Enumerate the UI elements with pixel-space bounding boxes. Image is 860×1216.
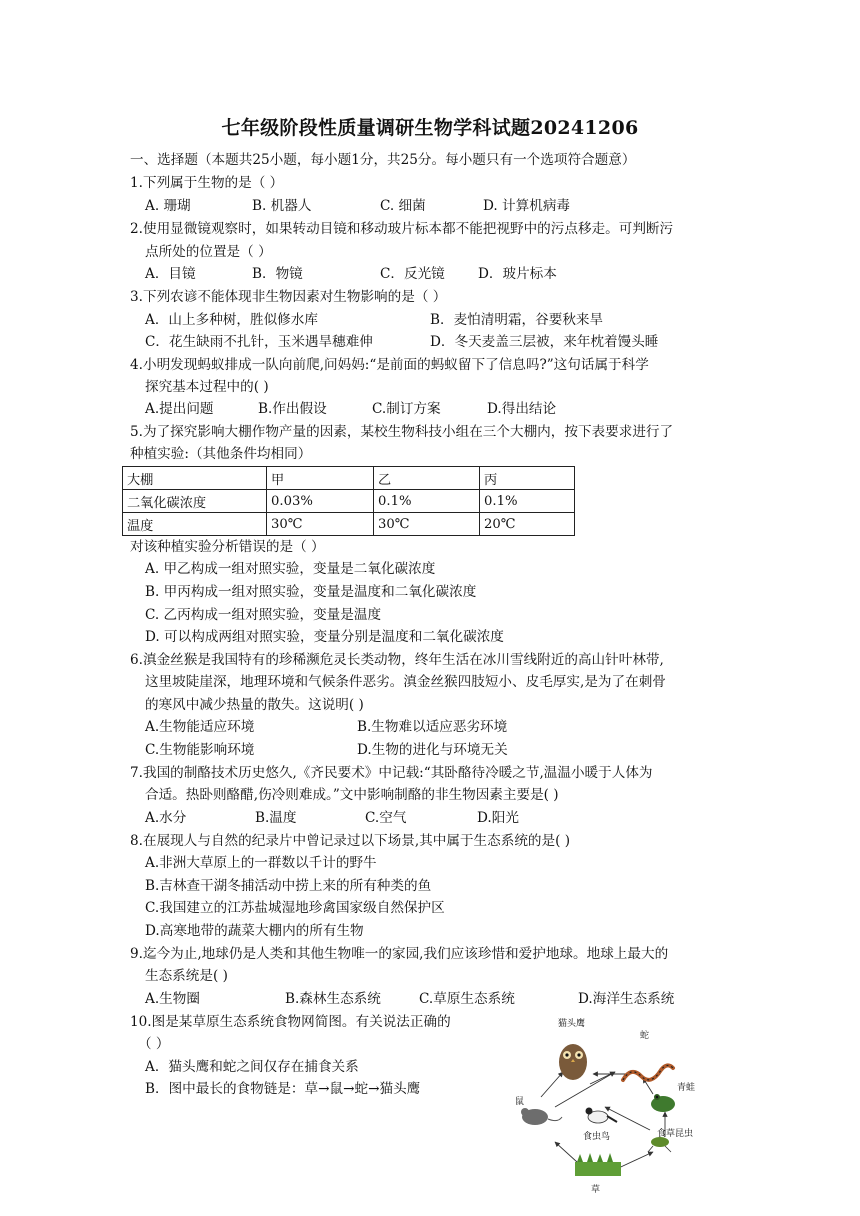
question-5-stem-line1: 5.为了探究影响大棚作物产量的因素，某校生物科技小组在三个大棚内，按下表要求进行了 xyxy=(130,424,674,440)
insect-label: 食草昆虫 xyxy=(657,1129,694,1139)
snake-icon xyxy=(623,1065,673,1080)
mouse-label: 鼠 xyxy=(515,1097,525,1107)
question-4-stem-line2: 探究基本过程中的( ) xyxy=(145,379,269,395)
question-8-stem: 8.在展现人与自然的纪录片中曾记录过以下场景,其中属于生态系统的是( ) xyxy=(130,833,571,849)
insect-icon xyxy=(648,1137,671,1152)
question-6-option-c: C.生物能影响环境 xyxy=(145,742,255,758)
question-7-option-c: C.空气 xyxy=(365,810,407,826)
arrow-grass-to-mouse xyxy=(555,1142,577,1162)
question-2-stem-line2: 点所处的位置是（ ） xyxy=(145,244,272,260)
snake-label: 蛇 xyxy=(640,1031,650,1041)
table-row xyxy=(123,513,575,536)
question-2-option-d: D．玻片标本 xyxy=(478,266,557,282)
question-3-option-d: D．冬天麦盖三层被，来年枕着馒头睡 xyxy=(430,334,659,350)
experiment-table xyxy=(122,466,575,536)
table-cell: 30℃ xyxy=(267,513,374,536)
table-header-cell: 乙 xyxy=(374,467,480,490)
table-cell: 20℃ xyxy=(480,513,575,536)
question-1-stem: 1.下列属于生物的是（ ） xyxy=(130,175,284,191)
question-8-option-d: D.高寒地带的蔬菜大棚内的所有生物 xyxy=(145,923,364,939)
question-1-option-a: A. 珊瑚 xyxy=(145,198,191,214)
question-3-option-b: B．麦怕清明霜，谷要秋来旱 xyxy=(430,312,604,328)
table-cell: 温度 xyxy=(123,513,267,536)
question-9-stem-line1: 9.迄今为止,地球仍是人类和其他生物唯一的家园,我们应该珍惜和爱护地球。地球上最大的 xyxy=(130,946,669,962)
question-3-option-c: C．花生缺雨不扎针，玉米遇旱穗难伸 xyxy=(145,334,373,350)
question-10-option-a: A．猫头鹰和蛇之间仅存在捕食关系 xyxy=(145,1059,359,1075)
table-cell: 二氧化碳浓度 xyxy=(123,490,267,513)
owl-icon xyxy=(559,1044,587,1080)
question-10-stem-line1: 10.图是某草原生态系统食物网简图。有关说法正确的 xyxy=(130,1014,451,1030)
bird-label: 食虫鸟 xyxy=(583,1132,611,1142)
owl-label: 猫头鹰 xyxy=(558,1019,586,1029)
question-10-option-b: B．图中最长的食物链是：草→鼠→蛇→猫头鹰 xyxy=(145,1081,421,1097)
question-8-option-b: B.吉林查干湖冬捕活动中捞上来的所有种类的鱼 xyxy=(145,878,432,894)
question-6-option-d: D.生物的进化与环境无关 xyxy=(357,742,508,758)
question-7-option-d: D.阳光 xyxy=(477,810,519,826)
question-6-stem-line3: 的寒风中减少热量的散失。这说明( ) xyxy=(145,697,364,713)
question-7-option-a: A.水分 xyxy=(145,810,187,826)
question-6-option-b: B.生物难以适应恶劣环境 xyxy=(357,719,508,735)
arrow-mouse-to-snake xyxy=(555,1072,615,1107)
table-cell: 30℃ xyxy=(374,513,480,536)
question-5-stem-line2: 种植实验:（其他条件均相同） xyxy=(130,446,312,462)
table-header-cell: 丙 xyxy=(480,467,575,490)
question-3-stem: 3.下列农谚不能体现非生物因素对生物影响的是（ ） xyxy=(130,289,447,305)
frog-icon xyxy=(651,1094,675,1112)
question-9-option-b: B.森林生态系统 xyxy=(285,991,381,1007)
section-heading: 一、选择题（本题共25小题，每小题1分，共25分。每小题只有一个选项符合题意） xyxy=(130,152,636,168)
question-6-stem-line2: 这里坡陡崖深，地理环境和气候条件恶劣。滇金丝猴四肢短小、皮毛厚实,是为了在刺骨 xyxy=(145,674,666,690)
question-6-option-a: A.生物能适应环境 xyxy=(145,719,255,735)
page-title: 七年级阶段性质量调研生物学科试题20241206 xyxy=(221,117,639,139)
question-5-option-a: A. 甲乙构成一组对照实验，变量是二氧化碳浓度 xyxy=(145,561,436,577)
grass-icon xyxy=(575,1153,621,1176)
question-10-stem-line2: （ ） xyxy=(138,1036,170,1052)
question-7-stem-line2: 合适。热卧则酪醋,伤冷则难成。”文中影响制酪的非生物因素主要是( ) xyxy=(145,787,559,803)
question-2-option-b: B．物镜 xyxy=(252,266,303,282)
table-cell: 0.03% xyxy=(267,490,374,513)
question-9-option-c: C.草原生态系统 xyxy=(419,991,515,1007)
question-5-option-c: C. 乙丙构成一组对照实验，变量是温度 xyxy=(145,607,382,623)
mouse-icon xyxy=(521,1108,562,1125)
arrow-mouse-to-owl xyxy=(541,1072,563,1097)
question-6-stem-line1: 6.滇金丝猴是我国特有的珍稀濒危灵长类动物，终年生活在冰川雪线附近的高山针叶林带, xyxy=(130,652,664,668)
question-8-option-a: A.非洲大草原上的一群数以千计的野牛 xyxy=(145,855,377,871)
question-9-stem-line2: 生态系统是( ) xyxy=(145,968,228,984)
bird-icon xyxy=(586,1108,618,1124)
table-header-row xyxy=(123,467,575,490)
table-row xyxy=(123,490,575,513)
frog-label: 青蛙 xyxy=(677,1083,696,1093)
question-4-stem-line1: 4.小明发现蚂蚁排成一队向前爬,问妈妈:“是前面的蚂蚁留下了信息吗?”这句话属于科学 xyxy=(130,357,649,373)
question-8-option-c: C.我国建立的江苏盐城湿地珍禽国家级自然保护区 xyxy=(145,900,445,916)
question-1-option-c: C. 细菌 xyxy=(380,198,426,214)
question-2-option-c: C．反光镜 xyxy=(380,266,445,282)
question-5-stem-line3: 对该种植实验分析错误的是（ ） xyxy=(130,539,325,555)
grass-label: 草 xyxy=(591,1185,601,1195)
table-cell: 0.1% xyxy=(480,490,575,513)
question-7-option-b: B.温度 xyxy=(255,810,297,826)
table-cell: 0.1% xyxy=(374,490,480,513)
question-1-option-b: B. 机器人 xyxy=(252,198,312,214)
question-4-option-c: C.制订方案 xyxy=(372,401,441,417)
table-header-cell: 大棚 xyxy=(123,467,267,490)
question-1-option-d: D. 计算机病毒 xyxy=(483,198,571,214)
question-7-stem-line1: 7.我国的制酪技术历史悠久,《齐民要术》中记载:“其卧酪待冷暖之节,温温小暖于人体为 xyxy=(130,765,653,781)
question-4-option-d: D.得出结论 xyxy=(487,401,557,417)
question-5-option-b: B. 甲丙构成一组对照实验，变量是温度和二氧化碳浓度 xyxy=(145,584,477,600)
question-2-stem-line1: 2.使用显微镜观察时，如果转动目镜和移动玻片标本都不能把视野中的污点移走。可判断污 xyxy=(130,221,674,237)
food-web-diagram xyxy=(505,1012,705,1212)
table-header-cell: 甲 xyxy=(267,467,374,490)
question-5-option-d: D. 可以构成两组对照实验，变量分别是温度和二氧化碳浓度 xyxy=(145,629,504,645)
question-9-option-a: A.生物圈 xyxy=(145,991,200,1007)
question-2-option-a: A．目镜 xyxy=(145,266,196,282)
question-3-option-a: A．山上多种树，胜似修水库 xyxy=(145,312,318,328)
question-4-option-b: B.作出假设 xyxy=(258,401,327,417)
question-4-option-a: A.提出问题 xyxy=(145,401,214,417)
question-9-option-d: D.海洋生态系统 xyxy=(578,991,675,1007)
